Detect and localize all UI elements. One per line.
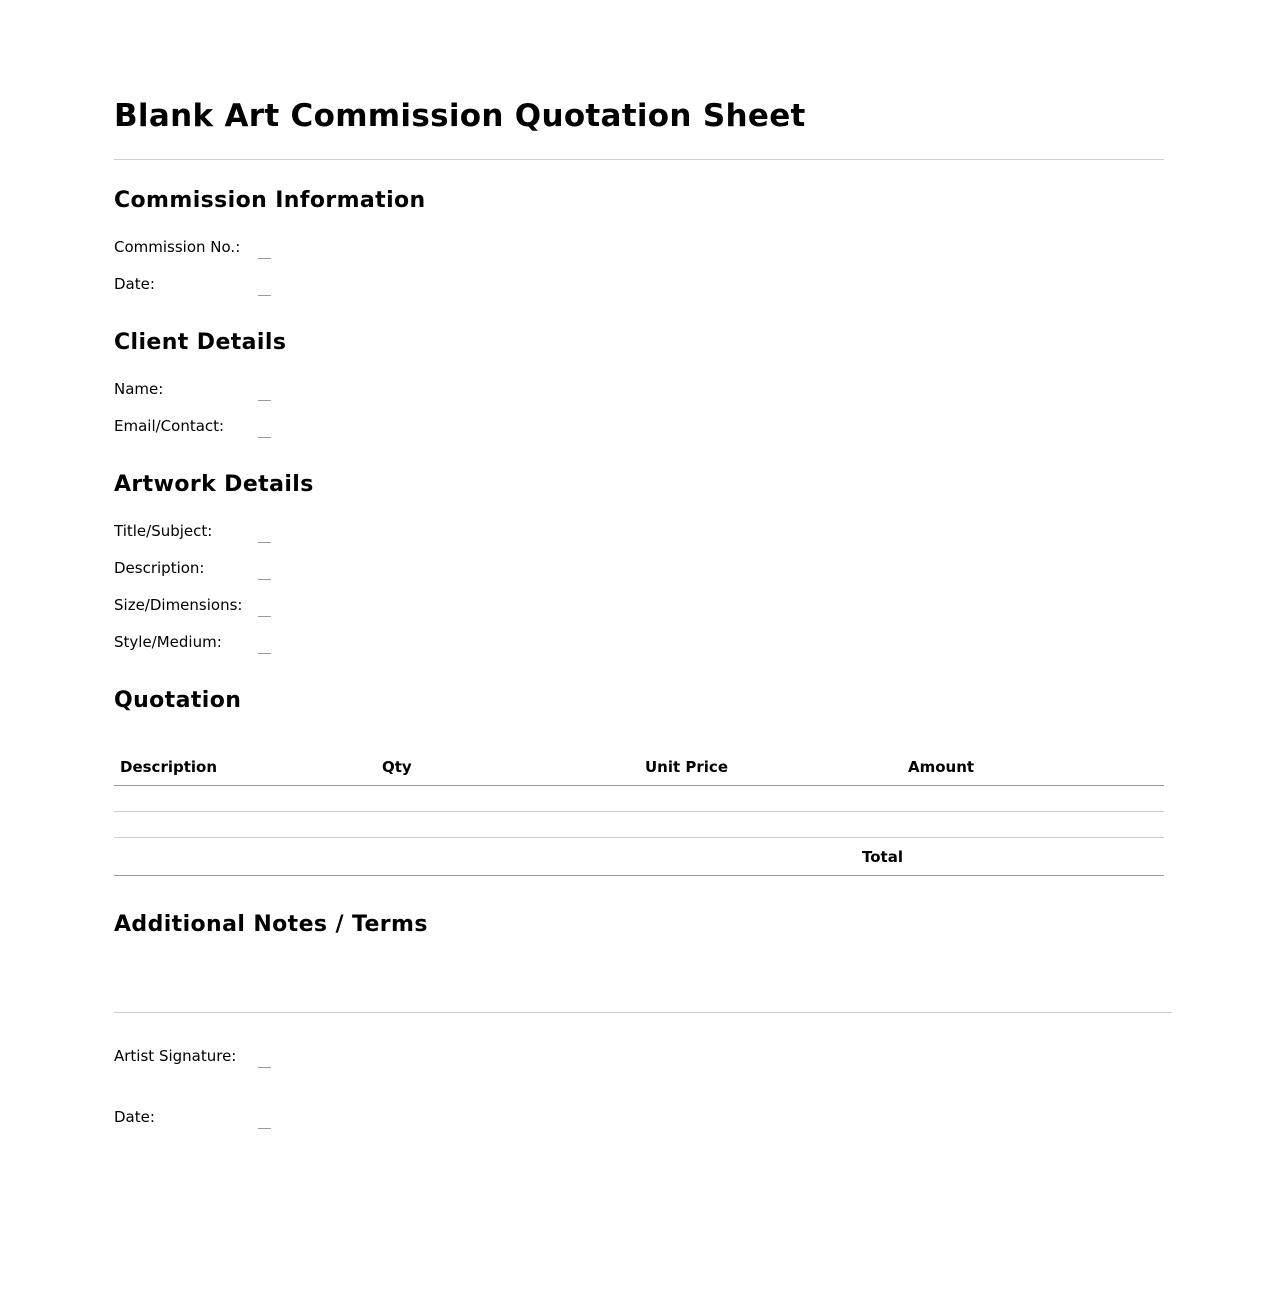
artwork-style-label: Style/Medium: [114,633,222,651]
quotation-heading: Quotation [114,688,242,713]
artwork-title-label: Title/Subject: [114,522,213,540]
artwork-size-field[interactable] [258,616,271,617]
notes-area-line[interactable] [114,1012,1172,1013]
commission-number-label: Commission No.: [114,238,241,256]
column-header-description: Description [120,758,218,776]
client-contact-field[interactable] [258,437,271,438]
client-details-heading: Client Details [114,330,287,355]
artwork-title-field[interactable] [258,542,271,543]
column-header-unit-price: Unit Price [645,758,728,776]
table-header-divider [114,785,1164,786]
table-bottom-border [114,875,1164,876]
commission-date-label: Date: [114,275,155,293]
document-title: Blank Art Commission Quotation Sheet [114,98,806,134]
artwork-description-label: Description: [114,559,205,577]
column-header-qty: Qty [382,758,412,776]
artist-signature-field[interactable] [258,1067,271,1068]
commission-date-field[interactable] [258,295,271,296]
commission-number-field[interactable] [258,258,271,259]
client-name-field[interactable] [258,400,271,401]
column-header-amount: Amount [908,758,975,776]
table-row[interactable] [114,837,1164,838]
signature-date-field[interactable] [258,1128,271,1129]
client-name-label: Name: [114,380,164,398]
artwork-size-label: Size/Dimensions: [114,596,243,614]
artwork-description-field[interactable] [258,579,271,580]
title-divider [114,159,1164,160]
additional-notes-heading: Additional Notes / Terms [114,912,428,937]
artist-signature-label: Artist Signature: [114,1047,237,1065]
artwork-details-heading: Artwork Details [114,472,314,497]
table-row[interactable] [114,811,1164,812]
signature-date-label: Date: [114,1108,155,1126]
artwork-style-field[interactable] [258,653,271,654]
client-contact-label: Email/Contact: [114,417,225,435]
commission-information-heading: Commission Information [114,188,426,213]
total-label: Total [862,848,903,866]
